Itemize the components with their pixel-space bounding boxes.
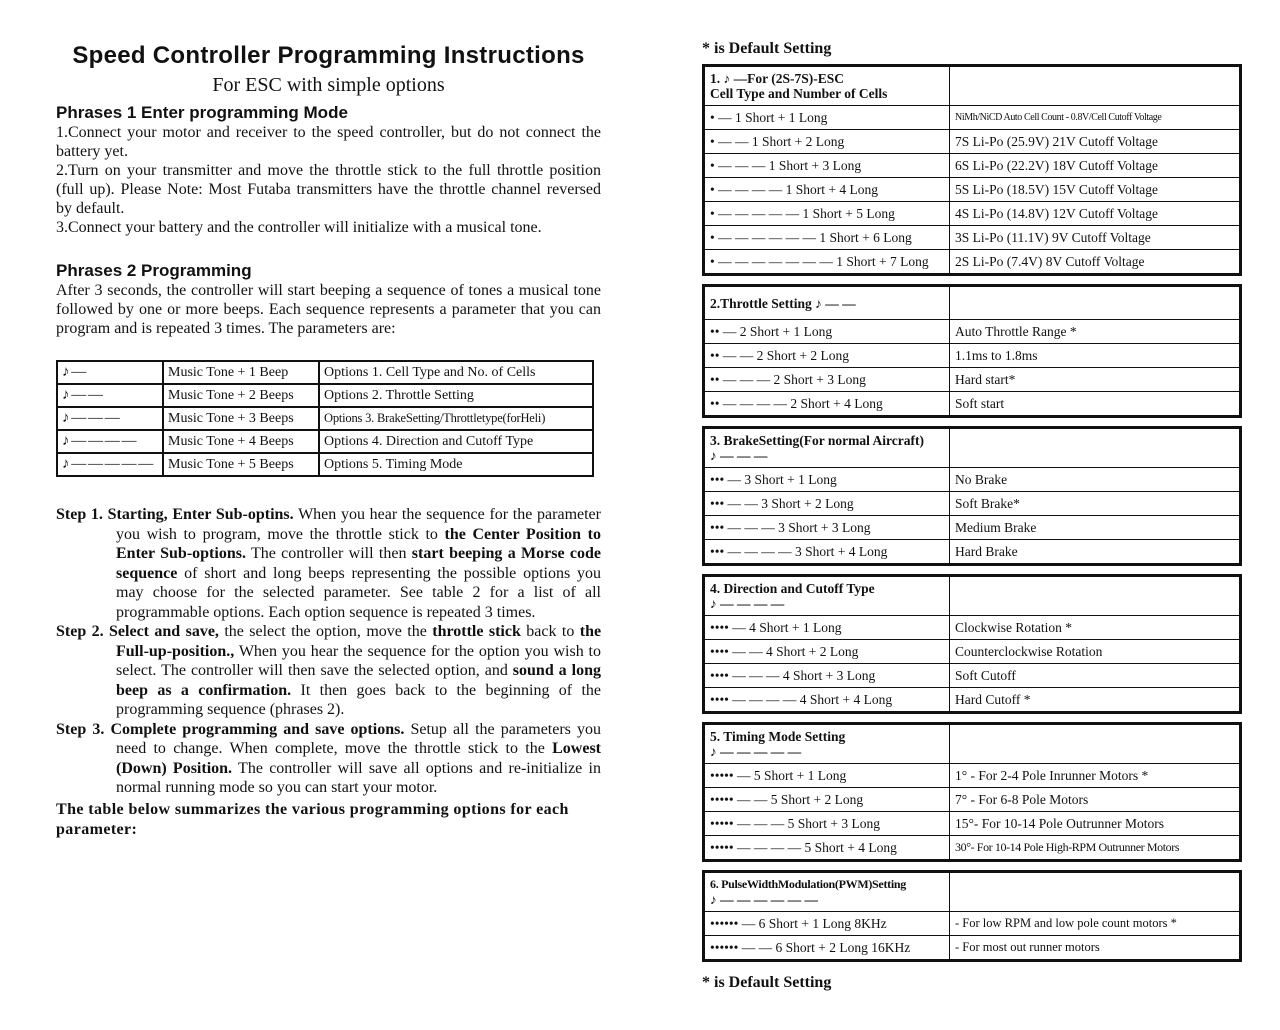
option-description-cell: Soft Cutoff [950,664,1240,688]
option-table-throttle [702,284,1242,418]
table-row [705,516,1240,540]
table-header-blank [950,429,1240,468]
option-description-cell: - For low RPM and low pole count motors * [950,912,1240,936]
step-bold: sound a long beep as a confirmation. [116,662,601,699]
option-description-cell: 2S Li-Po (7.4V) 8V Cutoff Voltage [950,250,1240,274]
step-bold: Select and save, [109,623,219,640]
beep-code-cell: ••••• — 5 Short + 1 Long [705,764,950,788]
step-text: The controller will save all options and re-initialize in normal running mode so you can start your motor. [116,759,602,796]
table-row [705,468,1240,492]
page-title: Speed Controller Programming Instructions [72,42,585,69]
table-header-line: 1. ♪ —For (2S-7S)-ESC [710,71,845,86]
table-header-line: 4. Direction and Cutoff Type [710,581,875,596]
table-row [705,202,1240,226]
beep-code-cell: •• — — 2 Short + 2 Long [705,344,950,368]
table-row [705,664,1240,688]
beeps-cell: Music Tone + 4 Beeps [163,430,319,453]
option-description-cell: Counterclockwise Rotation [950,640,1240,664]
beep-code-cell: ••••• — — — — 5 Short + 4 Long [705,836,950,860]
tone-cell: ♪ — — — — — [57,453,163,476]
option-description-cell: 15°- For 10-14 Pole Outrunner Motors [950,812,1240,836]
page-subtitle: For ESC with simple options [212,74,445,96]
table-row [705,178,1240,202]
table-row [705,540,1240,564]
beep-code-cell: • — 1 Short + 1 Long [705,106,950,130]
option-description-cell: 6S Li-Po (22.2V) 18V Cutoff Voltage [950,154,1240,178]
beep-code-cell: • — — — — — — 1 Short + 6 Long [705,226,950,250]
beep-code-cell: ••••• — — — 5 Short + 3 Long [705,812,950,836]
table-row [705,936,1240,960]
step-bold: Complete programming and save options. [110,720,405,738]
beep-code-cell: •••• — 4 Short + 1 Long [705,616,950,640]
phrase1-step3: 3.Connect your battery and the controller will initialize with a musical tone. [56,219,542,236]
table-header-row [705,725,1240,764]
table-header [705,873,950,912]
beep-code-cell: • — — — 1 Short + 3 Long [705,154,950,178]
tone-cell: ♪ — — — — [57,430,163,453]
table-header-row [705,577,1240,616]
option-description-cell: Hard Cutoff * [950,688,1240,712]
beep-code-cell: ••• — — 3 Short + 2 Long [705,492,950,516]
beep-code-cell: •• — — — 2 Short + 3 Long [705,368,950,392]
option-table-cell-type [702,64,1242,276]
option-description-cell: 1° - For 2-4 Pole Inrunner Motors * [950,764,1240,788]
table-header-line: ♪ — — — [710,448,768,463]
option-description-cell: Medium Brake [950,516,1240,540]
step-text: back to [526,623,575,640]
step-text: of short and long beeps representing the possible options you may choose for the selected parameter. See table 2 for a list of all programmable options. Each option sequence is repeated 3 times. [116,564,602,621]
phrase1-step2: 2.Turn on your transmitter and move the throttle stick to the full throttle position (full up). Please Note: Most Futaba transmitters have the throttle channel reversed by default. [56,162,601,217]
left-page [56,0,601,840]
table-row [705,640,1240,664]
table-row [705,154,1240,178]
option-table-direction-cutoff [702,574,1242,714]
table-header-row [705,873,1240,912]
option-description-cell: 5S Li-Po (18.5V) 15V Cutoff Voltage [950,178,1240,202]
table-row [705,788,1240,812]
beep-code-cell: • — — 1 Short + 2 Long [705,130,950,154]
step-label: Step 2. [56,623,104,640]
beep-code-cell: •• — 2 Short + 1 Long [705,320,950,344]
phrase1-heading: Phrases 1 Enter programming Mode [56,103,348,122]
beeps-cell: Music Tone + 3 Beeps [163,407,319,430]
tone-cell: ♪ — [57,361,163,384]
table-row [705,764,1240,788]
table-row [705,912,1240,936]
step-1 [56,505,601,622]
beep-code-cell: •••• — — — — 4 Short + 4 Long [705,688,950,712]
option-description-cell: Clockwise Rotation * [950,616,1240,640]
parameter-table [56,360,594,477]
table-row [705,106,1240,130]
table-header-row [705,429,1240,468]
option-cell: Options 1. Cell Type and No. of Cells [319,361,593,384]
table-row [705,368,1240,392]
beeps-cell: Music Tone + 1 Beep [163,361,319,384]
table-row [57,407,593,430]
option-description-cell: No Brake [950,468,1240,492]
beep-code-cell: •••• — — — 4 Short + 3 Long [705,664,950,688]
beep-code-cell: ••• — — — 3 Short + 3 Long [705,516,950,540]
beeps-cell: Music Tone + 5 Beeps [163,453,319,476]
beeps-cell: Music Tone + 2 Beeps [163,384,319,407]
step-text: It then goes back to the beginning of the programming sequence (phrases 2). [116,681,602,718]
beep-code-cell: ••••• — — 5 Short + 2 Long [705,788,950,812]
step-text: Setup all the parameters you need to change. When complete, move the throttle stick to the [116,720,601,757]
table-row [57,384,593,407]
table-row [705,320,1240,344]
phrase2-text: After 3 seconds, the controller will start beeping a sequence of tones a musical tone followed by one or more beeps. Each sequence represents a parameter that you can program and is repeated 3 times. The parameters are: [56,282,601,337]
beep-code-cell: • — — — — — 1 Short + 5 Long [705,202,950,226]
table-row [705,392,1240,416]
step-2 [56,622,601,720]
table-header-blank [950,873,1240,912]
default-setting-note: * is Default Setting [702,974,832,991]
table-row [705,812,1240,836]
option-cell: Options 2. Throttle Setting [319,384,593,407]
option-description-cell: - For most out runner motors [950,936,1240,960]
table-row [57,361,593,384]
option-table-timing [702,722,1242,862]
table-header-line: 5. Timing Mode Setting [710,729,846,744]
table-header-line: Cell Type and Number of Cells [710,86,888,101]
tone-cell: ♪ — — [57,384,163,407]
step-text: When you hear the sequence for the option you wish to select. The controller will then save the selected option, and [116,642,601,679]
table-header-line: ♪ — — — — — — [710,892,818,907]
option-tables [702,64,1242,962]
table-header-row [705,67,1240,106]
table-header [705,429,950,468]
table-row [57,430,593,453]
table-header [705,287,950,320]
beep-code-cell: • — — — — — — — 1 Short + 7 Long [705,250,950,274]
option-description-cell: NiMh/NiCD Auto Cell Count - 0.8V/Cell Cutoff Voltage [950,106,1240,130]
step-label: Step 3. [56,720,105,738]
table-header-blank [950,67,1240,106]
step-text: The controller will then [250,545,407,562]
table-row [57,453,593,476]
steps-section [56,505,601,798]
table-header-blank [950,577,1240,616]
table-header [705,725,950,764]
table-header-line: 6. PulseWidthModulation(PWM)Setting [710,877,906,891]
option-cell: Options 3. BrakeSetting/Throttletype(forHeli) [319,407,593,430]
table-row [705,226,1240,250]
table-header [705,67,950,106]
step-bold: the Center Position to Enter Sub-options. [116,525,602,562]
option-description-cell: Soft start [950,392,1240,416]
beep-code-cell: ••• — — — — 3 Short + 4 Long [705,540,950,564]
option-description-cell: 3S Li-Po (11.1V) 9V Cutoff Voltage [950,226,1240,250]
beep-code-cell: •••••• — — 6 Short + 2 Long 16KHz [705,936,950,960]
table-header-line: 3. BrakeSetting(For normal Aircraft) [710,433,924,448]
table-header-line: ♪ — — — — — [710,744,802,759]
phrase1-step1: 1.Connect your motor and receiver to the speed controller, but do not connect the battery yet. [56,124,601,160]
step-label: Step 1. [56,506,103,523]
table-header-blank [950,725,1240,764]
default-setting-note: * is Default Setting [702,40,832,57]
beep-code-cell: •• — — — — 2 Short + 4 Long [705,392,950,416]
option-description-cell: Hard Brake [950,540,1240,564]
beep-code-cell: •••••• — 6 Short + 1 Long 8KHz [705,912,950,936]
table-row [705,688,1240,712]
table-row [705,130,1240,154]
table-header [705,577,950,616]
beep-code-cell: •••• — — 4 Short + 2 Long [705,640,950,664]
table-header-line: ♪ — — — — [710,596,785,611]
table-row [705,616,1240,640]
option-description-cell: 4S Li-Po (14.8V) 12V Cutoff Voltage [950,202,1240,226]
summary-note: The table below summarizes the various programming options for each parameter: [56,800,569,838]
step-bold: throttle stick [432,623,521,640]
table-row [705,836,1240,860]
option-cell: Options 4. Direction and Cutoff Type [319,430,593,453]
beep-code-cell: • — — — — 1 Short + 4 Long [705,178,950,202]
option-description-cell: Soft Brake* [950,492,1240,516]
table-header-blank [950,287,1240,320]
table-header-row [705,287,1240,320]
step-text: When you hear the sequence for the parameter you wish to program, move the throttle stick to [116,506,601,543]
tone-cell: ♪ — — — [57,407,163,430]
option-description-cell: 7° - For 6-8 Pole Motors [950,788,1240,812]
step-bold: the Full-up-position., [116,623,602,660]
table-header-line: 2.Throttle Setting ♪ — — [710,295,856,311]
step-bold: start beeping a Morse code sequence [116,545,602,582]
table-row [705,492,1240,516]
phrase2-heading: Phrases 2 Programming [56,261,252,280]
right-page [702,0,1242,992]
option-description-cell: 30°- For 10-14 Pole High-RPM Outrunner Motors [950,836,1240,860]
option-description-cell: Auto Throttle Range * [950,320,1240,344]
table-row [705,344,1240,368]
option-description-cell: 7S Li-Po (25.9V) 21V Cutoff Voltage [950,130,1240,154]
option-description-cell: 1.1ms to 1.8ms [950,344,1240,368]
step-3 [56,720,601,798]
beep-code-cell: ••• — 3 Short + 1 Long [705,468,950,492]
table-row [705,250,1240,274]
step-bold: Lowest (Down) Position. [116,740,601,777]
option-cell: Options 5. Timing Mode [319,453,593,476]
step-bold: Starting, Enter Sub-optins. [107,506,294,523]
option-description-cell: Hard start* [950,368,1240,392]
step-text: the select the option, move the [224,623,427,640]
option-table-pwm [702,870,1242,962]
option-table-brake [702,426,1242,566]
